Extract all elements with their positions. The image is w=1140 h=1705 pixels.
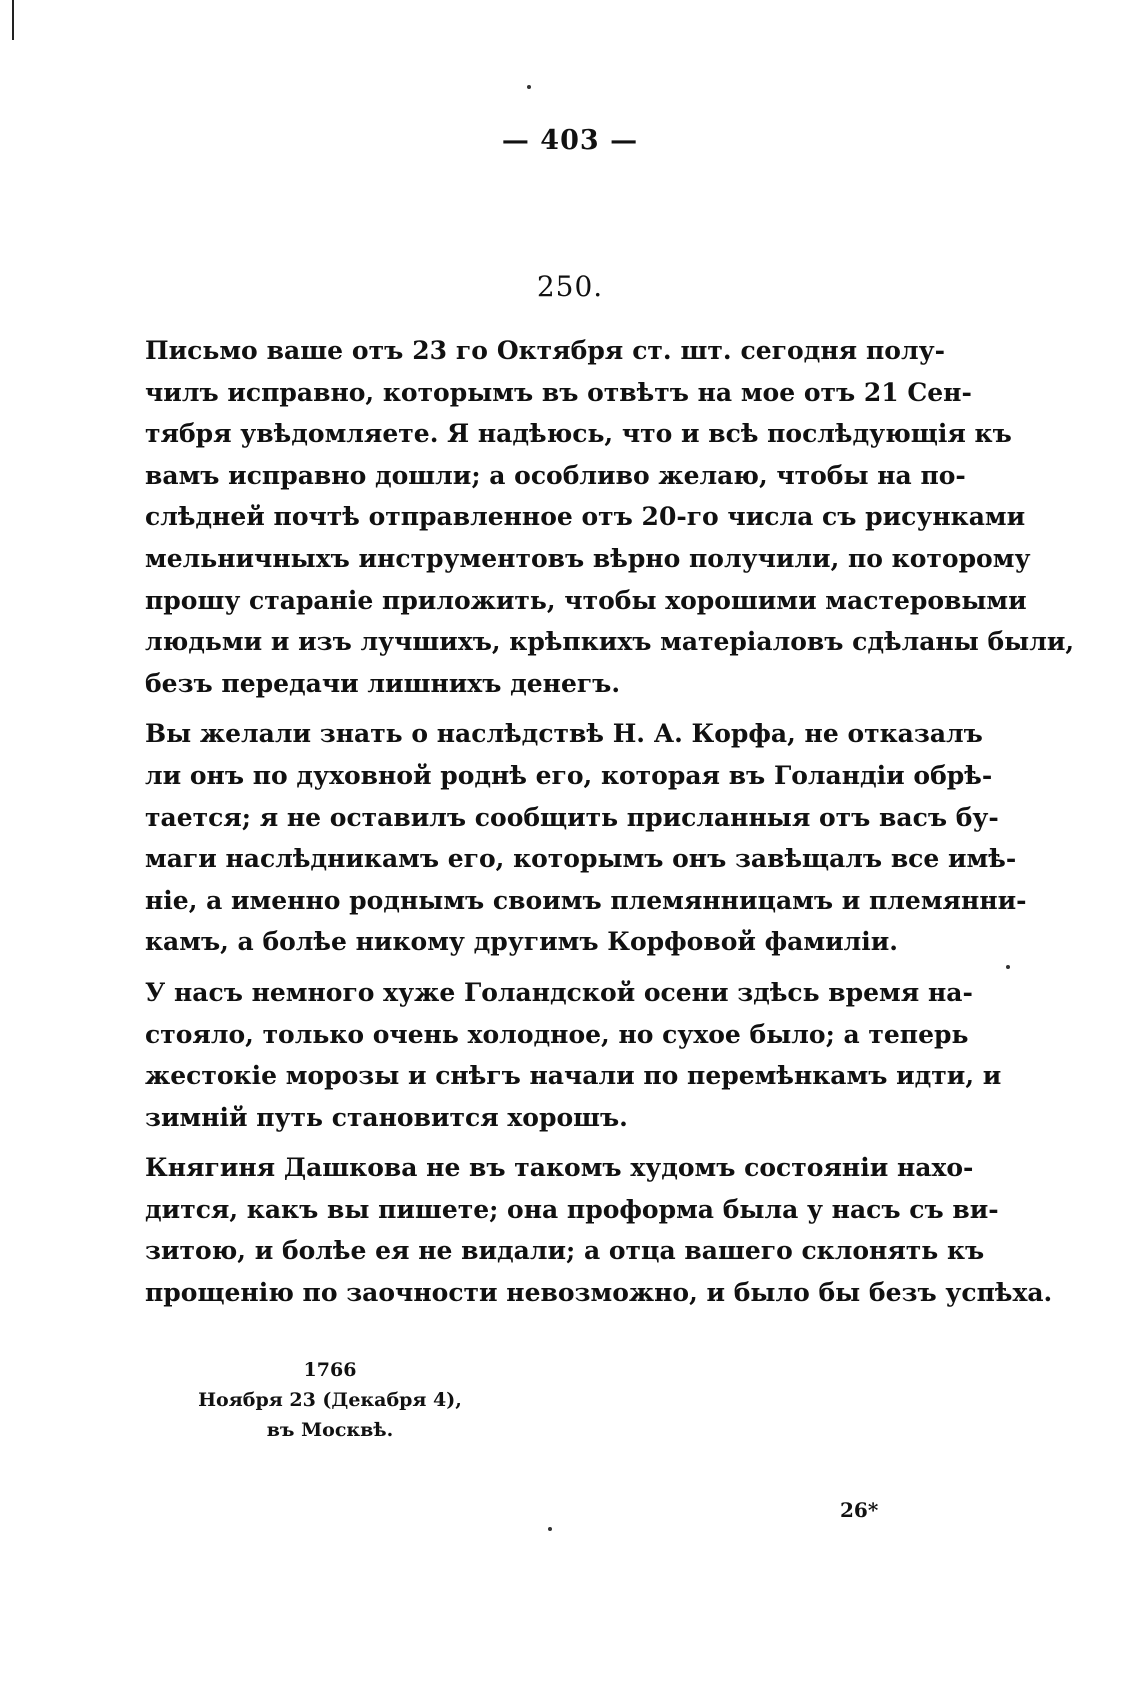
text-line: тается; я не оставилъ сообщить присланныя отъ васъ бу- xyxy=(145,802,999,832)
scan-speck xyxy=(548,1527,552,1531)
text-line: вамъ исправно дошли; а особливо желаю, чтобы на по- xyxy=(145,460,966,490)
text-line: У насъ немного хуже Голандской осени здѣсь время на- xyxy=(145,977,973,1007)
text-line: дится, какъ вы пишете; она проформа была у насъ съ ви- xyxy=(145,1194,999,1224)
text-line: слѣдней почтѣ отправленное отъ 20-го числа съ рисунками xyxy=(145,502,1026,532)
text-line: безъ передачи лишнихъ денегъ. xyxy=(145,668,621,698)
text-line: Княгиня Дашкова не въ такомъ худомъ состояніи нахо- xyxy=(145,1153,974,1183)
letter-number: 250. xyxy=(536,270,604,303)
text-line: стояло, только очень холодное, но сухое было; а теперь xyxy=(145,1019,969,1049)
dateline-year: 1766 xyxy=(303,1359,357,1381)
text-line: мельничныхъ инструментовъ вѣрно получили, по которому xyxy=(145,543,1031,573)
text-line: зитою, и болѣе ея не видали; а отца вашего склонять къ xyxy=(145,1236,985,1266)
paragraph-1 xyxy=(145,330,1075,704)
text-line: ли онъ по духовной роднѣ его, которая въ Голандіи обрѣ- xyxy=(145,760,993,790)
text-line: прощенію по заочности невозможно, и было бы безъ успѣха. xyxy=(145,1278,1053,1308)
text-line: жестокіе морозы и снѣгъ начали по перемѣнкамъ идти, и xyxy=(145,1061,1002,1091)
paragraph-3 xyxy=(145,972,1002,1138)
scan-speck xyxy=(1006,965,1010,969)
text-line: Письмо ваше отъ 23 го Октября ст. шт. сегодня полу- xyxy=(145,336,945,365)
scan-speck xyxy=(527,85,531,89)
signature-mark: 26* xyxy=(840,1498,879,1522)
text-line: чилъ исправно, которымъ въ отвѣтъ на мое отъ 21 Сен- xyxy=(145,377,972,407)
page-number: — 403 — xyxy=(501,125,639,156)
text-line: прошу стараніе приложить, чтобы хорошими мастеровыми xyxy=(145,585,1027,615)
dateline-date: Ноября 23 (Декабря 4), xyxy=(198,1389,462,1411)
dateline-place: въ Москвѣ. xyxy=(266,1419,394,1441)
text-line: ніе, а именно роднымъ своимъ племянницамъ и племянни- xyxy=(145,885,1027,915)
text-line: Вы желали знать о наслѣдствѣ Н. А. Корфа, не отказалъ xyxy=(145,719,983,749)
letter-body xyxy=(145,330,1075,1323)
text-line: тября увѣдомляете. Я надѣюсь, что и всѣ послѣдующія къ xyxy=(145,419,1012,449)
dateline xyxy=(180,1355,480,1445)
text-line: маги наслѣдникамъ его, которымъ онъ завѣщалъ все имѣ- xyxy=(145,844,1017,874)
text-line: зимній путь становится хорошъ. xyxy=(145,1102,628,1132)
paragraph-2 xyxy=(145,713,1027,963)
scan-edge-line xyxy=(12,0,14,40)
text-line: камъ, а болѣе никому другимъ Корфовой фамиліи. xyxy=(145,927,899,957)
text-line: людьми и изъ лучшихъ, крѣпкихъ матеріаловъ сдѣланы были, xyxy=(145,627,1075,657)
paragraph-4 xyxy=(145,1147,1053,1313)
